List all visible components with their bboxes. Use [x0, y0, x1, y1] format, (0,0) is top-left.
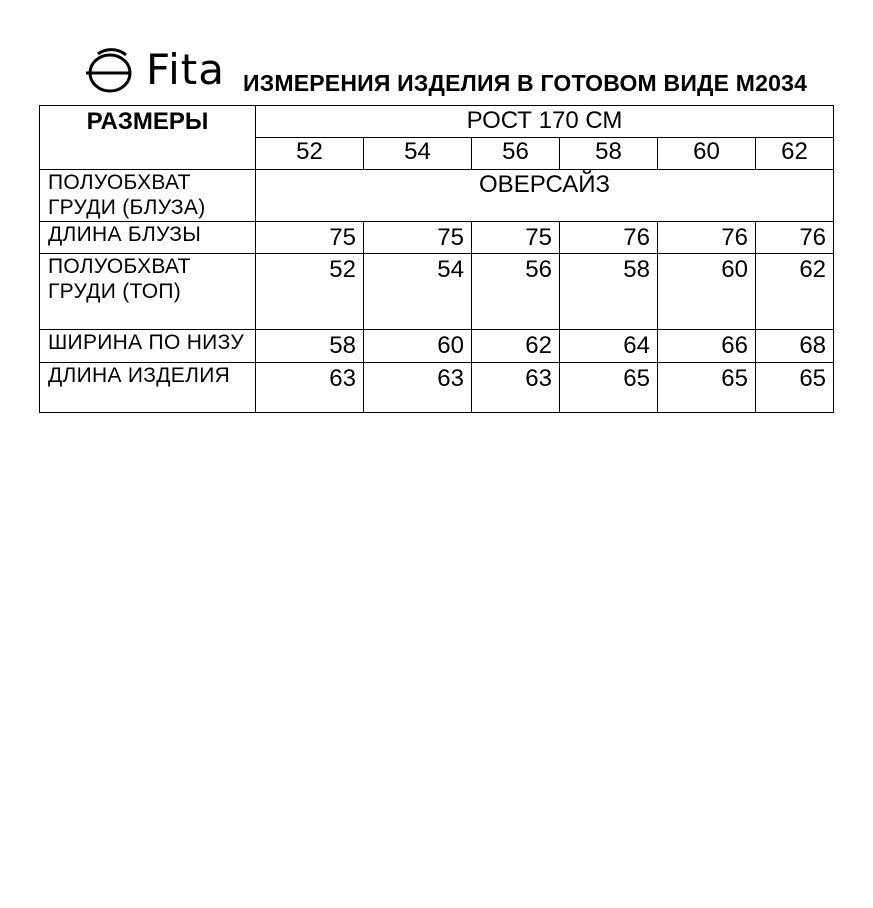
table-cell: 65	[756, 363, 834, 413]
table-row	[40, 222, 834, 254]
table-cell: 58	[256, 330, 364, 363]
table-cell: 63	[364, 363, 472, 413]
row-label: ПОЛУОБХВАТ ГРУДИ (БЛУЗА)	[40, 170, 256, 222]
row-label: ДЛИНА БЛУЗЫ	[40, 222, 256, 254]
table-cell: 54	[364, 254, 472, 330]
height-header: РОСТ 170 СМ	[256, 106, 834, 138]
table-cell: 68	[756, 330, 834, 363]
table-cell: 62	[472, 330, 560, 363]
table-cell: 66	[658, 330, 756, 363]
sizes-header: РАЗМЕРЫ	[40, 106, 256, 170]
table-cell: 76	[658, 222, 756, 254]
table-cell: 76	[560, 222, 658, 254]
size-chart-table	[39, 105, 834, 413]
size-header: 52	[256, 138, 364, 170]
table-cell: 65	[560, 363, 658, 413]
table-cell: 75	[472, 222, 560, 254]
size-header: 62	[756, 138, 834, 170]
row-label: ПОЛУОБХВАТ ГРУДИ (ТОП)	[40, 254, 256, 330]
table-cell: 60	[364, 330, 472, 363]
size-header: 56	[472, 138, 560, 170]
brand-logo	[84, 46, 224, 94]
table-cell: 52	[256, 254, 364, 330]
row-label: ШИРИНА ПО НИЗУ	[40, 330, 256, 363]
table-cell: 65	[658, 363, 756, 413]
table-cell: 63	[472, 363, 560, 413]
fita-logo-icon	[84, 46, 144, 94]
size-header: 60	[658, 138, 756, 170]
table-cell: 64	[560, 330, 658, 363]
oversize-value: ОВЕРСАЙЗ	[256, 170, 834, 222]
table-row	[40, 170, 834, 222]
table-row	[40, 363, 834, 413]
table-cell: 62	[756, 254, 834, 330]
table-row	[40, 254, 834, 330]
table-cell: 58	[560, 254, 658, 330]
table-cell: 56	[472, 254, 560, 330]
table-cell: 75	[256, 222, 364, 254]
size-header: 58	[560, 138, 658, 170]
table-cell: 63	[256, 363, 364, 413]
table-row	[40, 330, 834, 363]
table-cell: 60	[658, 254, 756, 330]
page-title: ИЗМЕРЕНИЯ ИЗДЕЛИЯ В ГОТОВОМ ВИДЕ М2034	[243, 70, 808, 96]
table-cell: 76	[756, 222, 834, 254]
table-cell: 75	[364, 222, 472, 254]
brand-name: Fita	[146, 45, 225, 94]
row-label: ДЛИНА ИЗДЕЛИЯ	[40, 363, 256, 413]
size-header: 54	[364, 138, 472, 170]
